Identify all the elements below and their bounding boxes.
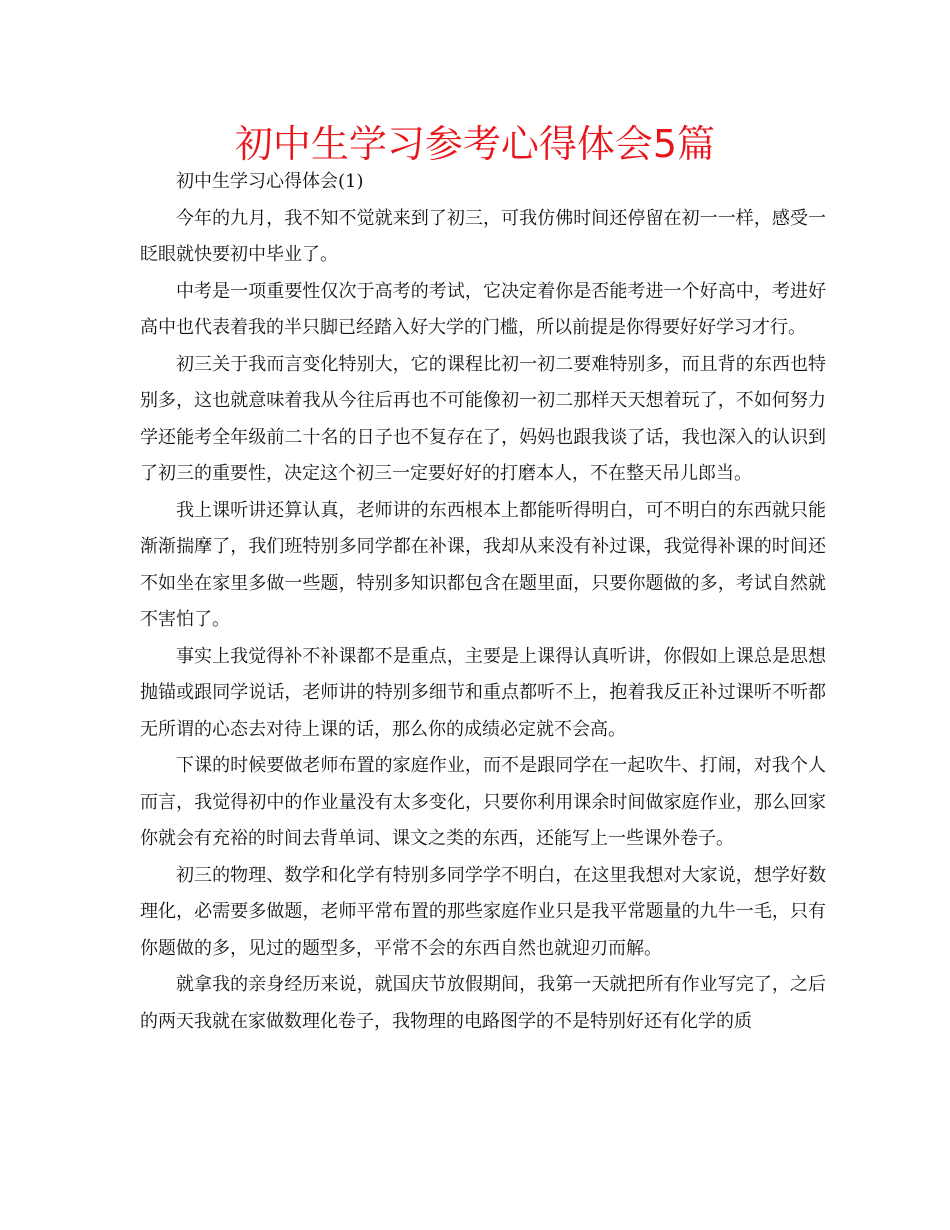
paragraph: 事实上我觉得补不补课都不是重点，主要是上课得认真听讲，你假如上课总是思想抛锚或跟同学说话，老师讲的特别多细节和重点都听不上，抱着我反正补过课听不听都无所谓的心态去对待上课的话，那么你的成绩必定就不会高。 <box>140 645 826 740</box>
document-title: 初中生学习参考心得体会5篇 <box>234 122 716 166</box>
paragraph: 中考是一项重要性仅次于高考的考试，它决定着你是否能考进一个好高中，考进好高中也代表着我的半只脚已经踏入好大学的门槛，所以前提是你得要好好学习才行。 <box>140 280 826 338</box>
section-heading: 初中生学习心得体会(1) <box>176 171 364 192</box>
paragraph: 初三的物理、数学和化学有特别多同学学不明白，在这里我想对大家说，想学好数理化，必需要多做题，老师平常布置的那些家庭作业只是我平常题量的九牛一毛，只有你题做的多，见过的题型多，平常不会的东西自然也就迎刃而解。 <box>140 864 826 959</box>
paragraph: 初三关于我而言变化特别大，它的课程比初一初二要难特别多，而且背的东西也特别多，这也就意味着我从今往后再也不可能像初一初二那样天天想着玩了，不如何努力学还能考全年级前二十名的日子也不复存在了，妈妈也跟我谈了话，我也深入的认识到了初三的重要性，决定这个初三一定要好好的打磨本人，不在整天吊儿郎当。 <box>140 353 826 484</box>
paragraph: 下课的时候要做老师布置的家庭作业，而不是跟同学在一起吹牛、打闹，对我个人而言，我觉得初中的作业量没有太多变化，只要你利用课余时间做家庭作业，那么回家你就会有充裕的时间去背单词、课文之类的东西，还能写上一些课外卷子。 <box>140 755 826 849</box>
paragraph: 就拿我的亲身经历来说，就国庆节放假期间，我第一天就把所有作业写完了，之后的两天我就在家做数理化卷子，我物理的电路图学的不是特别好还有化学的质 <box>140 974 826 1032</box>
paragraph: 今年的九月，我不知不觉就来到了初三，可我仿佛时间还停留在初一一样，感受一眨眼就快要初中毕业了。 <box>140 207 826 265</box>
document-body <box>140 164 826 1040</box>
paragraph: 我上课听讲还算认真，老师讲的东西根本上都能听得明白，可不明白的东西就只能渐渐揣摩了，我们班特别多同学都在补课，我却从来没有补过课，我觉得补课的时间还不如坐在家里多做一些题，特别多知识都包含在题里面，只要你题做的多，考试自然就不害怕了。 <box>140 499 826 630</box>
